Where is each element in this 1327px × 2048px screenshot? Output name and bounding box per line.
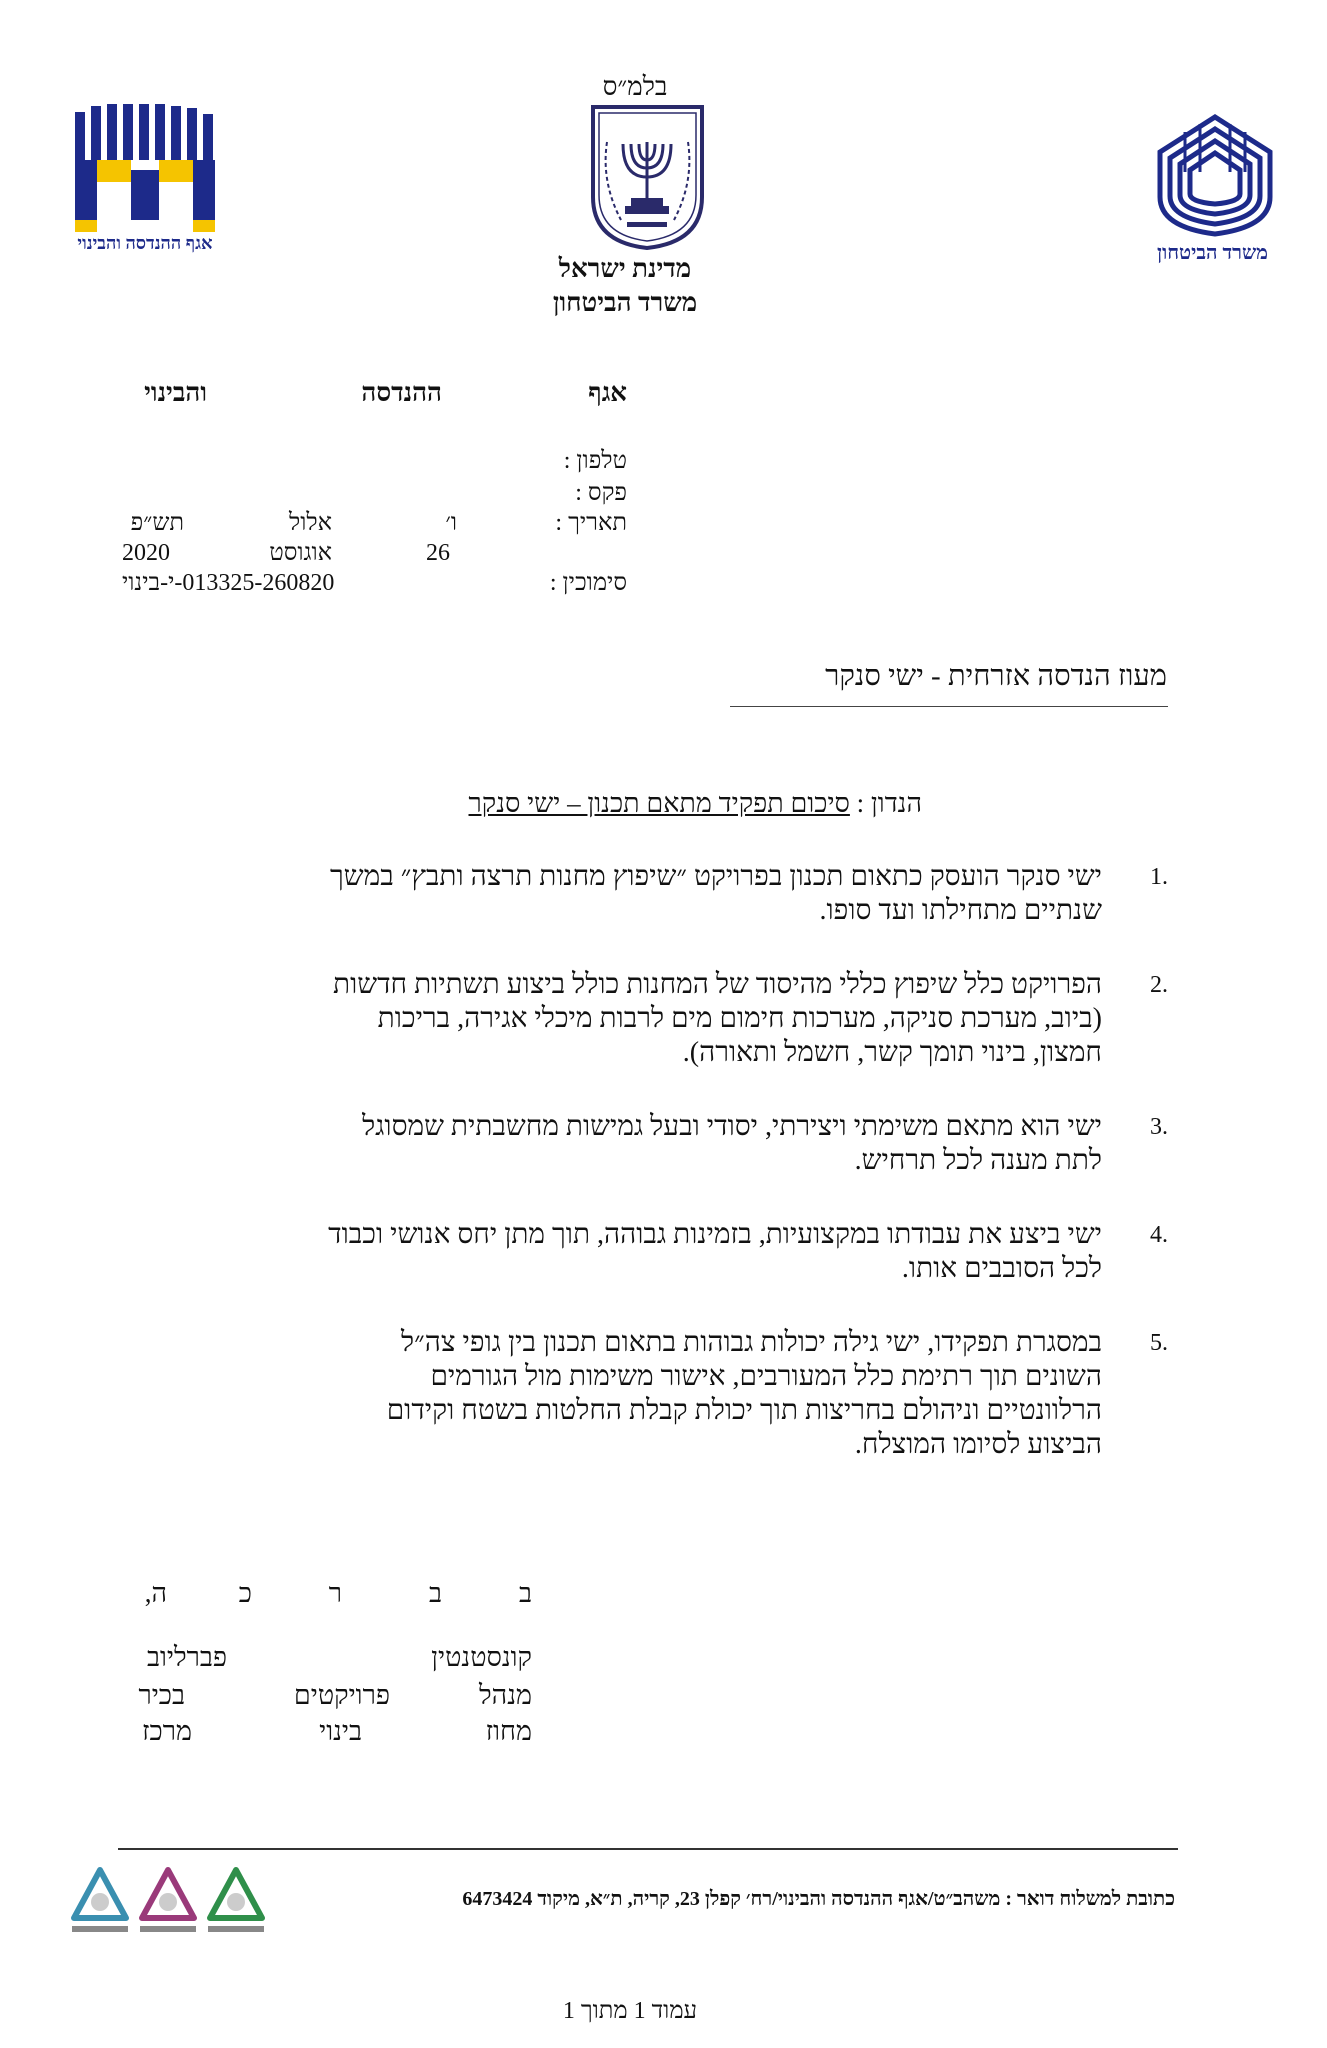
- certification-logos-icon: [68, 1862, 273, 1940]
- signer-title-word: מנהל: [479, 1680, 532, 1710]
- item-line: לתת מענה לכל תרחיש.: [854, 1145, 1102, 1176]
- greeting-letter: כ: [238, 1578, 252, 1608]
- date-day: 26: [426, 540, 450, 566]
- greeting-letter: ה,: [144, 1578, 167, 1608]
- item-number: 3.: [1150, 1114, 1168, 1140]
- page-number: עמוד 1 מתוך 1: [562, 1998, 698, 2024]
- date-hebrew-year: תש״פ: [130, 510, 184, 536]
- reference-label: סימוכין :: [549, 570, 627, 596]
- date-hebrew-day: ו׳: [445, 510, 457, 536]
- footer-address: כתובת למשלוח דואר : משהב״ט/אגף ההנדסה והבינוי/רח׳ קפלן 23, קריה, ת״א, מיקוד 6473424: [462, 1888, 1175, 1910]
- fax-label: פקס :: [575, 480, 627, 506]
- greeting-letter: ב: [428, 1578, 442, 1608]
- ministry-of-defense-logo-icon: [1140, 112, 1290, 252]
- date-hebrew-month: אלול: [289, 510, 332, 536]
- signer-title-word: מרכז: [142, 1716, 192, 1746]
- phone-label: טלפון :: [563, 448, 627, 474]
- item-line: ישי ביצע את עבודתו במקצועיות, בזמינות גבוהה, תוך מתן יחס אנושי וכבוד: [328, 1219, 1102, 1250]
- item-line: לכל הסובבים אותו.: [901, 1253, 1102, 1284]
- signer-title-word: פרויקטים: [293, 1680, 390, 1710]
- list-item: [102, 968, 1102, 1070]
- signer-first-name: קונסטנטין: [431, 1642, 532, 1672]
- subject-text: סיכום תפקיד מתאם תכנון – ישי סנקר: [468, 788, 850, 818]
- item-line: במסגרת תפקידו, ישי גילה יכולות גבוהות בתאום תכנון בין גופי צה״ל: [401, 1327, 1102, 1358]
- signer-last-name: פברליוב: [146, 1642, 227, 1672]
- signer-title-word: בינוי: [319, 1716, 362, 1746]
- state-name-line2: משרד הביטחון: [552, 288, 698, 317]
- item-line: הרלוונטיים וניהולם בחריצות תוך יכולת קבלת החלטות בשטח וקידום: [386, 1395, 1102, 1426]
- recipient: מעוז הנדסה אזרחית - ישי סנקר: [825, 660, 1167, 692]
- item-line: ישי סנקר הועסק כתאום תכנון בפרויקט ״שיפוץ מחנות תרצה ותבץ״ במשך: [330, 861, 1102, 892]
- list-item: [102, 1110, 1102, 1178]
- item-line: הפרויקט כלל שיפוץ כללי מהיסוד של המחנות כולל ביצוע תשתיות חדשות: [333, 969, 1102, 1000]
- list-item: [102, 1326, 1102, 1462]
- division-word-3: והבינוי: [144, 378, 207, 407]
- signer-title-word: בכיר: [138, 1680, 185, 1710]
- list-item: [102, 1218, 1102, 1286]
- date-month: אוגוסט: [269, 540, 332, 566]
- recipient-underline: [730, 706, 1168, 707]
- state-name-line1: מדינת ישראל: [558, 254, 692, 283]
- item-number: 5.: [1150, 1330, 1168, 1356]
- item-line: שנתיים מתחילתו ועד סופו.: [819, 895, 1102, 926]
- item-number: 1.: [1150, 864, 1168, 890]
- signer-title-word: מחוז: [485, 1716, 532, 1746]
- item-line: (ביוב, מערכת סניקה, מערכות חימום מים לרבות מיכלי אגירה, בריכות: [377, 1003, 1102, 1034]
- ministry-of-defense-caption: משרד הביטחון: [1157, 242, 1268, 264]
- list-item: [102, 860, 1102, 928]
- state-name: [520, 252, 730, 320]
- classification-label: בלמ״ס: [602, 72, 668, 101]
- item-number: 4.: [1150, 1222, 1168, 1248]
- subject-label: הנדון :: [856, 788, 922, 818]
- engineering-division-caption: אגף ההנדסה והבינוי: [77, 233, 213, 253]
- subject-line: [469, 788, 923, 819]
- division-word-2: ההנדסה: [361, 378, 442, 407]
- item-number: 2.: [1150, 972, 1168, 998]
- greeting-letter: ב: [518, 1578, 532, 1608]
- footer-divider: [118, 1848, 1178, 1850]
- date-year: 2020: [122, 540, 170, 566]
- state-emblem-icon: [585, 102, 710, 252]
- reference-value: 013325-260820-י-בינוי: [122, 570, 335, 596]
- item-line: ישי הוא מתאם משימתי ויצירתי, יסודי ובעל גמישות מחשבתית שמסוגל: [362, 1111, 1102, 1142]
- greeting-letter: ר: [328, 1578, 342, 1608]
- item-line: חמצון, בינוי תומך קשר, חשמל ותאורה).: [682, 1037, 1102, 1068]
- item-line: השונים תוך רתימת כלל המעורבים, אישור משימות מול הגורמים: [430, 1361, 1102, 1392]
- date-label: תאריך :: [555, 510, 627, 536]
- item-line: הביצוע לסיומו המוצלח.: [854, 1429, 1102, 1460]
- division-word-1: אגף: [588, 378, 627, 407]
